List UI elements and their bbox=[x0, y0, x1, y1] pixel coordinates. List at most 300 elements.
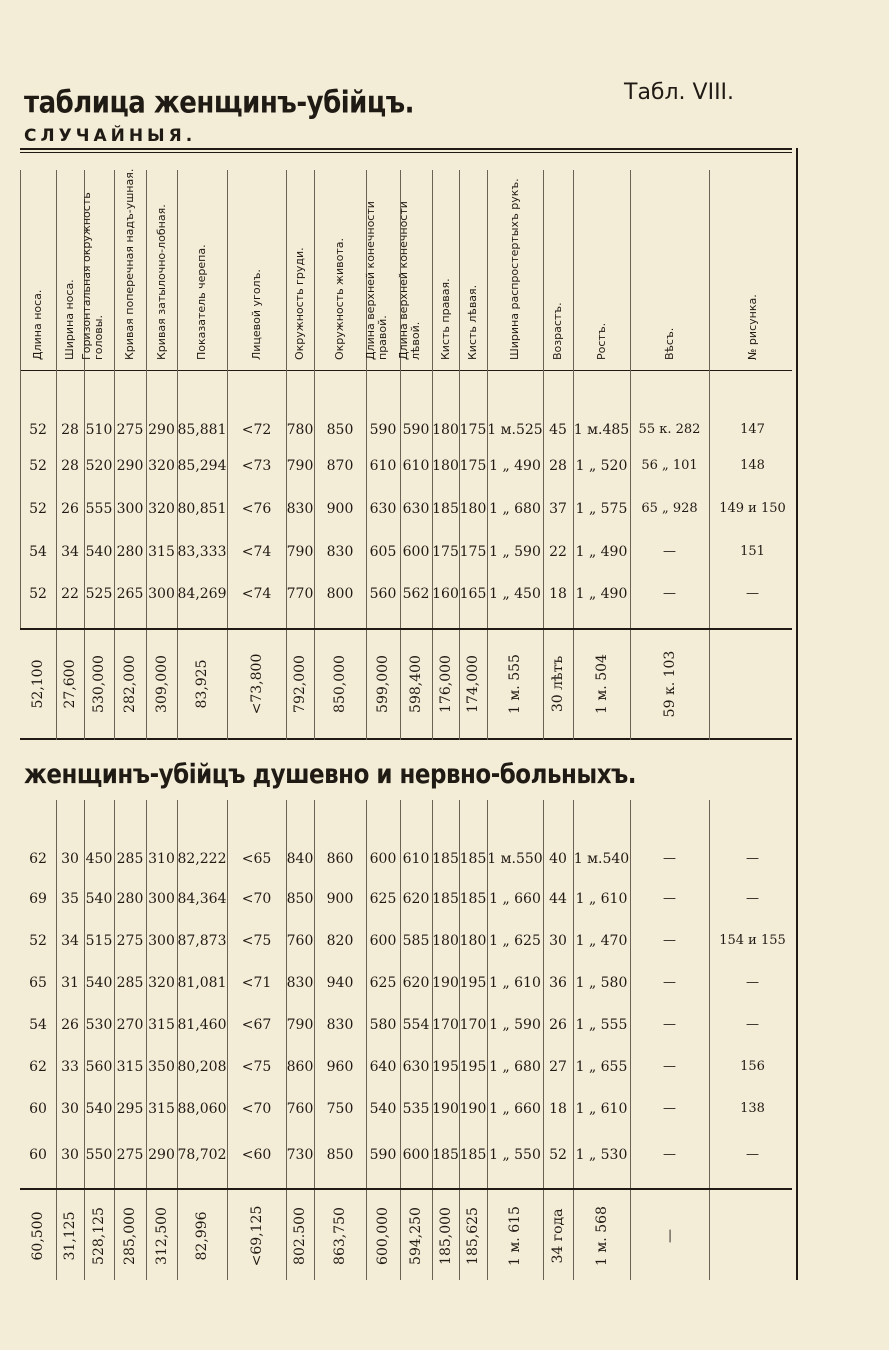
table-cell: 1 „ 490 bbox=[575, 544, 628, 560]
table-cell: 640 bbox=[369, 1059, 397, 1075]
table-cell: 1 „ 660 bbox=[489, 891, 541, 907]
column-divider bbox=[286, 630, 287, 740]
column-divider bbox=[543, 630, 544, 740]
column-divider bbox=[400, 1190, 401, 1280]
table-cell: 1 „ 655 bbox=[575, 1059, 628, 1075]
column-divider bbox=[114, 1190, 115, 1280]
table-cell: 560 bbox=[369, 586, 397, 602]
table-cell: 820 bbox=[326, 933, 354, 949]
table-cell: 315 bbox=[148, 1017, 175, 1033]
column-header: Показатель черепа. bbox=[195, 244, 208, 360]
table-label: Табл. VIII. bbox=[624, 80, 735, 105]
table-cell: 605 bbox=[369, 544, 397, 560]
table-cell: 44 bbox=[549, 891, 567, 907]
table-cell: 280 bbox=[116, 544, 144, 560]
table-cell: 175 bbox=[459, 458, 487, 474]
table-cell: <73 bbox=[241, 458, 272, 474]
table-cell: 860 bbox=[286, 1059, 314, 1075]
column-header: Длина верхней конечности правой. bbox=[364, 201, 389, 360]
table-cell: 84,269 bbox=[177, 586, 227, 602]
average-value: 185,000 bbox=[438, 1207, 454, 1265]
table-cell: 52 bbox=[549, 1147, 567, 1163]
table-cell: 1 м.485 bbox=[573, 422, 630, 438]
table-cell: <70 bbox=[241, 891, 272, 907]
table-cell: 30 bbox=[61, 851, 79, 867]
table-cell: 65 „ 928 bbox=[641, 501, 698, 516]
table-cell: 560 bbox=[85, 1059, 113, 1075]
average-value: 863,750 bbox=[332, 1207, 348, 1265]
table-cell: 630 bbox=[402, 1059, 430, 1075]
table-cell: <76 bbox=[241, 501, 272, 517]
table-cell: 600 bbox=[402, 1147, 430, 1163]
table-cell: 510 bbox=[85, 422, 113, 438]
column-divider bbox=[314, 1190, 315, 1280]
table-cell: 52 bbox=[29, 933, 47, 949]
table-cell: 1 „ 530 bbox=[575, 1147, 628, 1163]
column-header: Ширина носа. bbox=[63, 279, 76, 360]
table-cell: 195 bbox=[459, 1059, 487, 1075]
table-cell: 195 bbox=[432, 1059, 459, 1075]
table-cell: 315 bbox=[148, 544, 175, 560]
column-header: Окружность живота. bbox=[333, 238, 346, 360]
table-cell: 610 bbox=[369, 458, 397, 474]
table-cell: 580 bbox=[369, 1017, 397, 1033]
column-divider bbox=[366, 1190, 367, 1280]
average-value: 594,250 bbox=[408, 1207, 424, 1265]
column-header: Кривая затылочно-лобная. bbox=[155, 204, 168, 360]
table-cell: 85,881 bbox=[177, 422, 227, 438]
table-cell: 625 bbox=[369, 891, 397, 907]
table-cell: 850 bbox=[326, 1147, 354, 1163]
table-cell: 1 „ 680 bbox=[489, 501, 541, 517]
table-cell: 62 bbox=[29, 851, 47, 867]
table-cell: 175 bbox=[432, 544, 459, 560]
average-value: 83,925 bbox=[194, 659, 210, 709]
table-cell: — bbox=[746, 891, 759, 906]
column-header: Вѣсъ. bbox=[663, 327, 676, 360]
table-cell: 540 bbox=[369, 1101, 397, 1117]
table-cell: 540 bbox=[85, 975, 113, 991]
table-cell: 275 bbox=[116, 422, 144, 438]
table-cell: 840 bbox=[286, 851, 314, 867]
table-cell: <65 bbox=[241, 851, 272, 867]
column-divider bbox=[177, 630, 178, 740]
table-cell: 1 „ 590 bbox=[489, 544, 541, 560]
average-value: 1 м. 504 bbox=[594, 654, 610, 714]
table-cell: 900 bbox=[326, 501, 354, 517]
table-cell: 270 bbox=[116, 1017, 144, 1033]
column-divider bbox=[459, 1190, 460, 1280]
table-cell: 22 bbox=[549, 544, 567, 560]
table-cell: 65 bbox=[29, 975, 47, 991]
column-divider bbox=[573, 1190, 574, 1280]
table-cell: 320 bbox=[148, 975, 175, 991]
average-value: <69,125 bbox=[249, 1205, 265, 1267]
average-value: 599,000 bbox=[375, 655, 391, 713]
column-divider bbox=[227, 630, 228, 740]
table-cell: — bbox=[663, 586, 676, 601]
table-cell: 190 bbox=[459, 1101, 487, 1117]
table-cell: 585 bbox=[402, 933, 430, 949]
table-cell: <75 bbox=[241, 933, 272, 949]
column-header: Окружность груди. bbox=[293, 247, 306, 360]
column-divider bbox=[56, 1190, 57, 1280]
column-divider bbox=[709, 1190, 710, 1280]
table-cell: 320 bbox=[148, 501, 175, 517]
table-cell: 900 bbox=[326, 891, 354, 907]
table-cell: 138 bbox=[740, 1101, 765, 1116]
table-cell: 34 bbox=[61, 544, 79, 560]
table-cell: 170 bbox=[432, 1017, 459, 1033]
table-cell: 185 bbox=[459, 1147, 487, 1163]
average-value: 82,996 bbox=[194, 1211, 210, 1261]
column-header: Лицевой уголъ. bbox=[250, 269, 263, 360]
table-cell: 300 bbox=[148, 933, 175, 949]
table-cell: 300 bbox=[148, 586, 175, 602]
table-cell: 625 bbox=[369, 975, 397, 991]
table-cell: 80,851 bbox=[177, 501, 227, 517]
column-header: Кисть правая. bbox=[439, 278, 452, 360]
table-cell: 55 к. 282 bbox=[638, 422, 701, 437]
table-cell: 315 bbox=[148, 1101, 175, 1117]
table-cell: <74 bbox=[241, 586, 272, 602]
table-cell: 285 bbox=[116, 975, 144, 991]
table-cell: 85,294 bbox=[177, 458, 227, 474]
table-cell: 630 bbox=[369, 501, 397, 517]
table-cell: 790 bbox=[286, 544, 314, 560]
table-cell: 1 „ 680 bbox=[489, 1059, 541, 1075]
table-cell: 33 bbox=[61, 1059, 79, 1075]
table-cell: 1 „ 470 bbox=[575, 933, 628, 949]
table-cell: 630 bbox=[402, 501, 430, 517]
table-cell: 1 „ 575 bbox=[575, 501, 628, 517]
table-cell: 750 bbox=[326, 1101, 354, 1117]
table-cell: 280 bbox=[116, 891, 144, 907]
table-cell: 28 bbox=[549, 458, 567, 474]
table-cell: 830 bbox=[326, 544, 354, 560]
table-cell: 175 bbox=[459, 422, 487, 438]
table-cell: 22 bbox=[61, 586, 79, 602]
table-cell: 310 bbox=[148, 851, 175, 867]
table-cell: 37 bbox=[549, 501, 567, 517]
table-cell: — bbox=[663, 1017, 676, 1032]
table-cell: 300 bbox=[148, 891, 175, 907]
table-cell: 30 bbox=[549, 933, 567, 949]
table-cell: — bbox=[663, 933, 676, 948]
column-header: Ростъ. bbox=[595, 322, 608, 360]
table-cell: 285 bbox=[116, 851, 144, 867]
table-cell: 190 bbox=[432, 1101, 459, 1117]
column-divider bbox=[84, 630, 85, 740]
table-cell: 525 bbox=[85, 586, 113, 602]
table-cell: 34 bbox=[61, 933, 79, 949]
average-value: 792,000 bbox=[292, 655, 308, 713]
column-header: № рисунка. bbox=[746, 294, 759, 360]
table-cell: 84,364 bbox=[177, 891, 227, 907]
table-cell: <72 bbox=[241, 422, 272, 438]
column-divider bbox=[146, 1190, 147, 1280]
column-divider bbox=[432, 630, 433, 740]
table-cell: 290 bbox=[148, 422, 175, 438]
table-cell: 26 bbox=[61, 1017, 79, 1033]
average-value: 30 лѣтъ bbox=[550, 655, 566, 713]
table-cell: 62 bbox=[29, 1059, 47, 1075]
section2-title: женщинъ-убійцъ душевно и нервно-больныхъ. bbox=[24, 760, 637, 790]
table-cell: 1 „ 550 bbox=[489, 1147, 541, 1163]
table-cell: 790 bbox=[286, 458, 314, 474]
table-cell: 54 bbox=[29, 544, 47, 560]
table-cell: 52 bbox=[29, 422, 47, 438]
table-cell: 870 bbox=[326, 458, 354, 474]
table-cell: 530 bbox=[85, 1017, 113, 1033]
table-cell: 31 bbox=[61, 975, 79, 991]
table-cell: 590 bbox=[402, 422, 430, 438]
table-cell: 180 bbox=[432, 458, 459, 474]
table-cell: 78,702 bbox=[177, 1147, 227, 1163]
average-value: 52,100 bbox=[30, 659, 46, 709]
table-cell: — bbox=[663, 1147, 676, 1162]
table-cell: 1 „ 660 bbox=[489, 1101, 541, 1117]
average-value: 59 к. 103 bbox=[662, 650, 678, 718]
table-cell: 1 м.550 bbox=[487, 851, 543, 867]
column-divider bbox=[146, 630, 147, 740]
table-cell: 275 bbox=[116, 1147, 144, 1163]
column-divider bbox=[114, 630, 115, 740]
table-cell: 82,222 bbox=[177, 851, 227, 867]
average-value: 31,125 bbox=[62, 1211, 78, 1261]
column-header: Длина верхней конечности лѣвой. bbox=[397, 201, 422, 360]
column-divider bbox=[366, 630, 367, 740]
table-cell: 26 bbox=[61, 501, 79, 517]
table-cell: 610 bbox=[402, 851, 430, 867]
average-value: 27,600 bbox=[62, 659, 78, 709]
average-value: 309,000 bbox=[154, 655, 170, 713]
table-cell: 590 bbox=[369, 1147, 397, 1163]
column-divider bbox=[709, 630, 710, 740]
table-cell: 88,060 bbox=[177, 1101, 227, 1117]
table-cell: 350 bbox=[148, 1059, 175, 1075]
table-cell: 760 bbox=[286, 933, 314, 949]
average-value: 282,000 bbox=[122, 655, 138, 713]
table-cell: 149 и 150 bbox=[719, 501, 786, 516]
page-title: таблица женщинъ-убійцъ. bbox=[24, 86, 415, 121]
table-cell: 185 bbox=[459, 851, 487, 867]
table-cell: 1 м.525 bbox=[487, 422, 543, 438]
table-cell: <74 bbox=[241, 544, 272, 560]
table-cell: 151 bbox=[740, 544, 765, 559]
average-value: 600,000 bbox=[375, 1207, 391, 1265]
table-cell: 590 bbox=[369, 422, 397, 438]
table-cell: 180 bbox=[459, 501, 487, 517]
table-cell: 80,208 bbox=[177, 1059, 227, 1075]
table-cell: 180 bbox=[459, 933, 487, 949]
column-divider bbox=[314, 630, 315, 740]
column-divider bbox=[487, 1190, 488, 1280]
average-value: 285,000 bbox=[122, 1207, 138, 1265]
table-cell: 175 bbox=[459, 544, 487, 560]
table-cell: 180 bbox=[432, 422, 459, 438]
table-cell: 850 bbox=[326, 422, 354, 438]
column-header: Длина носа. bbox=[31, 289, 44, 360]
average-value: 530,000 bbox=[91, 655, 107, 713]
table-cell: 535 bbox=[402, 1101, 430, 1117]
table-cell: 185 bbox=[432, 1147, 459, 1163]
column-header: Ширина распростертыхъ рукъ. bbox=[508, 178, 521, 360]
column-header: Горизонтальная окружность головы. bbox=[80, 192, 105, 360]
table-cell: 165 bbox=[459, 586, 487, 602]
table-cell: 960 bbox=[326, 1059, 354, 1075]
table-cell: 550 bbox=[85, 1147, 113, 1163]
table-cell: 320 bbox=[148, 458, 175, 474]
column-divider bbox=[459, 630, 460, 740]
average-value: — bbox=[662, 1229, 678, 1243]
table-cell: 52 bbox=[29, 501, 47, 517]
average-value: 850,000 bbox=[332, 655, 348, 713]
table-cell: 1 „ 450 bbox=[489, 586, 541, 602]
table-cell: 1 „ 490 bbox=[489, 458, 541, 474]
table-cell: 450 bbox=[85, 851, 113, 867]
average-value: 598,400 bbox=[408, 655, 424, 713]
table-cell: 148 bbox=[740, 458, 765, 473]
table-cell: 147 bbox=[740, 422, 765, 437]
column-divider bbox=[543, 1190, 544, 1280]
table-cell: 81,081 bbox=[177, 975, 227, 991]
table-cell: 30 bbox=[61, 1147, 79, 1163]
table-cell: 185 bbox=[432, 851, 459, 867]
table-cell: 30 bbox=[61, 1101, 79, 1117]
table-cell: 1 „ 555 bbox=[575, 1017, 628, 1033]
table-cell: 190 bbox=[432, 975, 459, 991]
column-divider bbox=[400, 630, 401, 740]
table-cell: 290 bbox=[116, 458, 144, 474]
table-cell: 36 bbox=[549, 975, 567, 991]
table-cell: <67 bbox=[241, 1017, 272, 1033]
table-cell: 540 bbox=[85, 891, 113, 907]
column-header: Кривая поперечная надъ-ушная. bbox=[123, 168, 136, 360]
table-cell: — bbox=[663, 851, 676, 866]
average-value: 1 м. 615 bbox=[507, 1206, 523, 1266]
column-divider bbox=[177, 1190, 178, 1280]
table-cell: 1 „ 610 bbox=[575, 891, 628, 907]
table-cell: 1 „ 610 bbox=[575, 1101, 628, 1117]
table-cell: 780 bbox=[286, 422, 314, 438]
table-cell: 610 bbox=[402, 458, 430, 474]
table-cell: 520 bbox=[85, 458, 113, 474]
table-cell: 195 bbox=[459, 975, 487, 991]
table-cell: — bbox=[746, 1017, 759, 1032]
table-cell: 154 и 155 bbox=[719, 933, 786, 948]
table-cell: 860 bbox=[326, 851, 354, 867]
table-cell: 290 bbox=[148, 1147, 175, 1163]
table-cell: 300 bbox=[116, 501, 144, 517]
table-cell: 1 „ 625 bbox=[489, 933, 541, 949]
table-cell: 185 bbox=[459, 891, 487, 907]
average-value: 34 года bbox=[550, 1208, 566, 1264]
table-cell: 562 bbox=[402, 586, 430, 602]
table-cell: 830 bbox=[286, 975, 314, 991]
table-cell: 27 bbox=[549, 1059, 567, 1075]
table-cell: 28 bbox=[61, 458, 79, 474]
table-cell: 315 bbox=[116, 1059, 144, 1075]
table-cell: 790 bbox=[286, 1017, 314, 1033]
table-cell: — bbox=[746, 975, 759, 990]
average-value: 176,000 bbox=[438, 655, 454, 713]
table-cell: 56 „ 101 bbox=[641, 458, 698, 473]
table-cell: 600 bbox=[402, 544, 430, 560]
table-cell: 156 bbox=[740, 1059, 765, 1074]
column-divider bbox=[487, 630, 488, 740]
column-divider bbox=[573, 630, 574, 740]
column-divider bbox=[84, 1190, 85, 1280]
column-divider bbox=[432, 1190, 433, 1280]
column-divider bbox=[56, 630, 57, 740]
average-value: 185,625 bbox=[465, 1207, 481, 1265]
table-cell: 265 bbox=[116, 586, 144, 602]
table-cell: 185 bbox=[432, 891, 459, 907]
table-cell: 18 bbox=[549, 1101, 567, 1117]
table-cell: 600 bbox=[369, 933, 397, 949]
table-cell: 83,333 bbox=[177, 544, 227, 560]
page-subtitle: СЛУЧАЙНЫЯ. bbox=[24, 126, 197, 146]
table-cell: — bbox=[663, 544, 676, 559]
table-cell: 515 bbox=[85, 933, 113, 949]
average-value: 528,125 bbox=[91, 1207, 107, 1265]
table-cell: 600 bbox=[369, 851, 397, 867]
table-cell: 1 „ 490 bbox=[575, 586, 628, 602]
table-cell: — bbox=[663, 1059, 676, 1074]
table-cell: <60 bbox=[241, 1147, 272, 1163]
column-divider bbox=[630, 630, 631, 740]
table-cell: — bbox=[746, 851, 759, 866]
table-cell: 770 bbox=[286, 586, 314, 602]
table-cell: <71 bbox=[241, 975, 272, 991]
table-cell: 185 bbox=[432, 501, 459, 517]
column-divider bbox=[227, 1190, 228, 1280]
column-header: Возрастъ. bbox=[551, 302, 564, 360]
column-divider bbox=[630, 1190, 631, 1280]
table-cell: <75 bbox=[241, 1059, 272, 1075]
table-cell: 69 bbox=[29, 891, 47, 907]
table-cell: — bbox=[746, 1147, 759, 1162]
table-cell: 1 „ 580 bbox=[575, 975, 628, 991]
table-cell: 1 м.540 bbox=[573, 851, 630, 867]
table-cell: 1 „ 590 bbox=[489, 1017, 541, 1033]
table-cell: — bbox=[663, 1101, 676, 1116]
table-cell: 1 „ 520 bbox=[575, 458, 628, 474]
table-cell: 26 bbox=[549, 1017, 567, 1033]
table-cell: 18 bbox=[549, 586, 567, 602]
table-cell: 1 „ 610 bbox=[489, 975, 541, 991]
table-cell: 830 bbox=[326, 1017, 354, 1033]
table-cell: 555 bbox=[85, 501, 113, 517]
table-cell: 54 bbox=[29, 1017, 47, 1033]
table-cell: 180 bbox=[432, 933, 459, 949]
table-cell: 800 bbox=[326, 586, 354, 602]
table-cell: 760 bbox=[286, 1101, 314, 1117]
table-cell: 554 bbox=[402, 1017, 430, 1033]
table-cell: 275 bbox=[116, 933, 144, 949]
average-value: 1 м. 568 bbox=[594, 1206, 610, 1266]
table-cell: 295 bbox=[116, 1101, 144, 1117]
average-value: 174,000 bbox=[465, 655, 481, 713]
table-cell: 620 bbox=[402, 891, 430, 907]
table-cell: 60 bbox=[29, 1101, 47, 1117]
table-cell: 850 bbox=[286, 891, 314, 907]
average-value: 802.500 bbox=[292, 1207, 308, 1265]
table-cell: 35 bbox=[61, 891, 79, 907]
column-divider bbox=[286, 1190, 287, 1280]
table-cell: 28 bbox=[61, 422, 79, 438]
